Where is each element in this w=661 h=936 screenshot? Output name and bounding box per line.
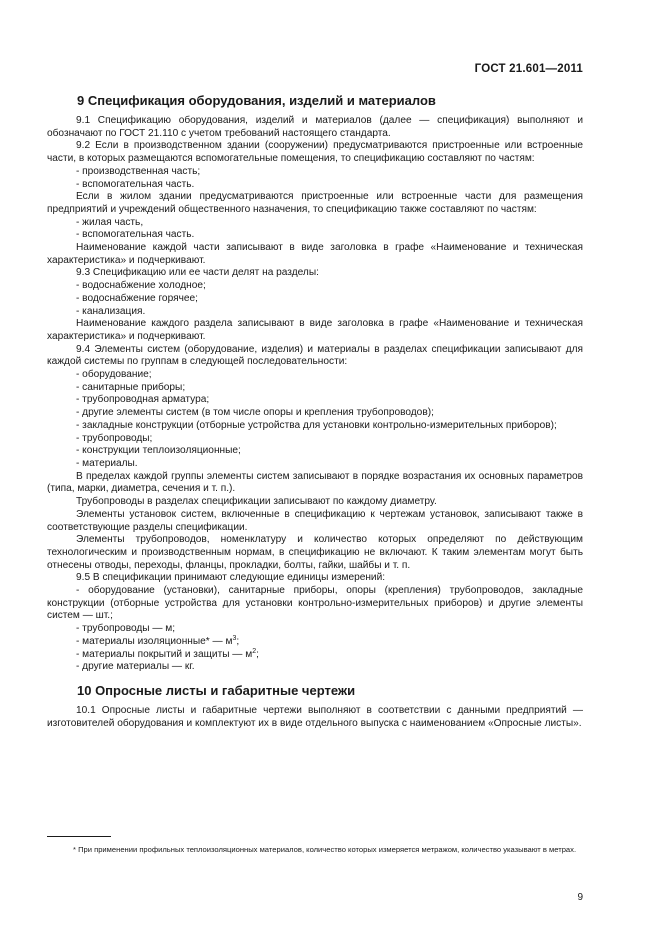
section-9-heading: 9 Спецификация оборудования, изделий и материалов [77, 93, 436, 108]
section-9-paragraph: 9.5 В спецификации принимают следующие единицы измерений: [76, 572, 386, 584]
section-9-paragraph: 9.1 Спецификацию оборудования, изделий и материалов (далее — спецификация) выполняют и обозначают по ГОСТ 21.110 с учетом требований настоящего стандарта. [47, 115, 583, 139]
footnote: * При применении профильных теплоизоляционных материалов, количество которых измеряется метражом, количество указывают в метрах. [73, 845, 577, 854]
section-9-paragraph: Элементы трубопроводов, номенклатуру и количество которых определяют по действующим технологическим и производственным нормам, в спецификацию не включают. К таким элементам могут быть отнесены отводы, переходы, фланцы, прокладки, болты, гайки, шайбы и т. п. [47, 534, 583, 571]
section-9-paragraph: - материалы. [76, 457, 138, 469]
section-9-paragraph: - жилая часть, [76, 216, 144, 228]
section-9-paragraph: - трубопроводная арматура; [76, 394, 210, 406]
page-number: 9 [577, 892, 583, 903]
section-9-paragraph: В пределах каждой группы элементы систем записывают в порядке возрастания их основных параметров (типа, марки, диаметра, сечения и т. п.). [47, 470, 583, 495]
section-9-paragraph: - вспомогательная часть. [76, 178, 195, 190]
section-9-paragraph: - трубопроводы; [76, 432, 153, 444]
section-9-paragraph: - производственная часть; [76, 165, 201, 177]
section-9-paragraph: Наименование каждого раздела записывают в виде заголовка в графе «Наименование и техническая характеристика» и подчеркивают. [47, 318, 583, 342]
unit-line-other: - другие материалы — кг. [76, 661, 195, 673]
section-9-paragraph: 9.2 Если в производственном здании (сооружении) предусматриваются пристроенные или встроенные части, в которых размещаются вспомогательные помещения, то спецификацию составляют по частям: [47, 140, 583, 165]
page-content [47, 93, 583, 730]
section-10-heading: 10 Опросные листы и габаритные чертежи [77, 682, 356, 698]
document-code-header: ГОСТ 21.601—2011 [474, 63, 583, 75]
section-9-paragraph: - конструкции теплоизоляционные; [76, 445, 241, 457]
section-9-paragraph: - трубопроводы — м; [76, 623, 176, 635]
section-9-paragraph: Трубопроводы в разделах спецификации записывают по каждому диаметру. [76, 496, 437, 508]
section-9-paragraph: - санитарные приборы; [76, 381, 186, 393]
section-9-paragraph: - водоснабжение горячее; [76, 292, 198, 304]
unit-line-coatings: - материалы покрытий и защиты — $м^2$; [76, 647, 259, 660]
section-9-paragraph: - оборудование; [76, 369, 152, 381]
section-9-paragraph: Если в жилом здании предусматриваются пристроенные или встроенные части для размещения предприятий и учреждений общественного назначения, то спецификацию также составляют по частям: [47, 191, 583, 215]
section-9-paragraph: Элементы установок систем, включенные в спецификацию к чертежам установок, записывают также в соответствующие разделы спецификации. [47, 508, 583, 533]
section-9-paragraph: - другие элементы систем (в том числе опоры и крепления трубопроводов); [76, 407, 434, 419]
unit-line-insulation: - материалы изоляционные* — $м^3$; [76, 634, 240, 647]
section-9-paragraph: - оборудование (установки), санитарные приборы, опоры (крепления) трубопроводов, закладные конструкции (отборные устройства для установки контрольно-измерительных приборов) и другие элементы систем — шт.; [47, 585, 583, 622]
section-9-paragraph: 9.4 Элементы систем (оборудование, изделия) и материалы в разделах спецификации записывают для каждой системы по группам в следующей последовательности: [47, 343, 583, 368]
section-9-paragraph: - вспомогательная часть. [76, 229, 195, 241]
section-10-paragraph: 10.1 Опросные листы и габаритные чертежи выполняют в соответствии с данными предприятий — изготовителей оборудования и комплектуют их в виде отдельного выпуска с наименованием «Опросные листы». [47, 704, 583, 729]
section-10-body [47, 705, 583, 730]
section-9-paragraph: 9.3 Спецификацию или ее части делят на разделы: [76, 267, 319, 279]
section-9-paragraph: - канализация. [76, 305, 146, 317]
section-9-body [47, 115, 583, 636]
section-9-paragraph: - закладные конструкции (отборные устройства для установки контрольно-измерительных приборов); [76, 419, 557, 431]
section-9-paragraph: Наименование каждой части записывают в виде заголовка в графе «Наименование и техническая характеристика» и подчеркивают. [47, 242, 583, 266]
section-9-paragraph: - водоснабжение холодное; [76, 280, 206, 292]
footnote-divider [47, 836, 111, 837]
